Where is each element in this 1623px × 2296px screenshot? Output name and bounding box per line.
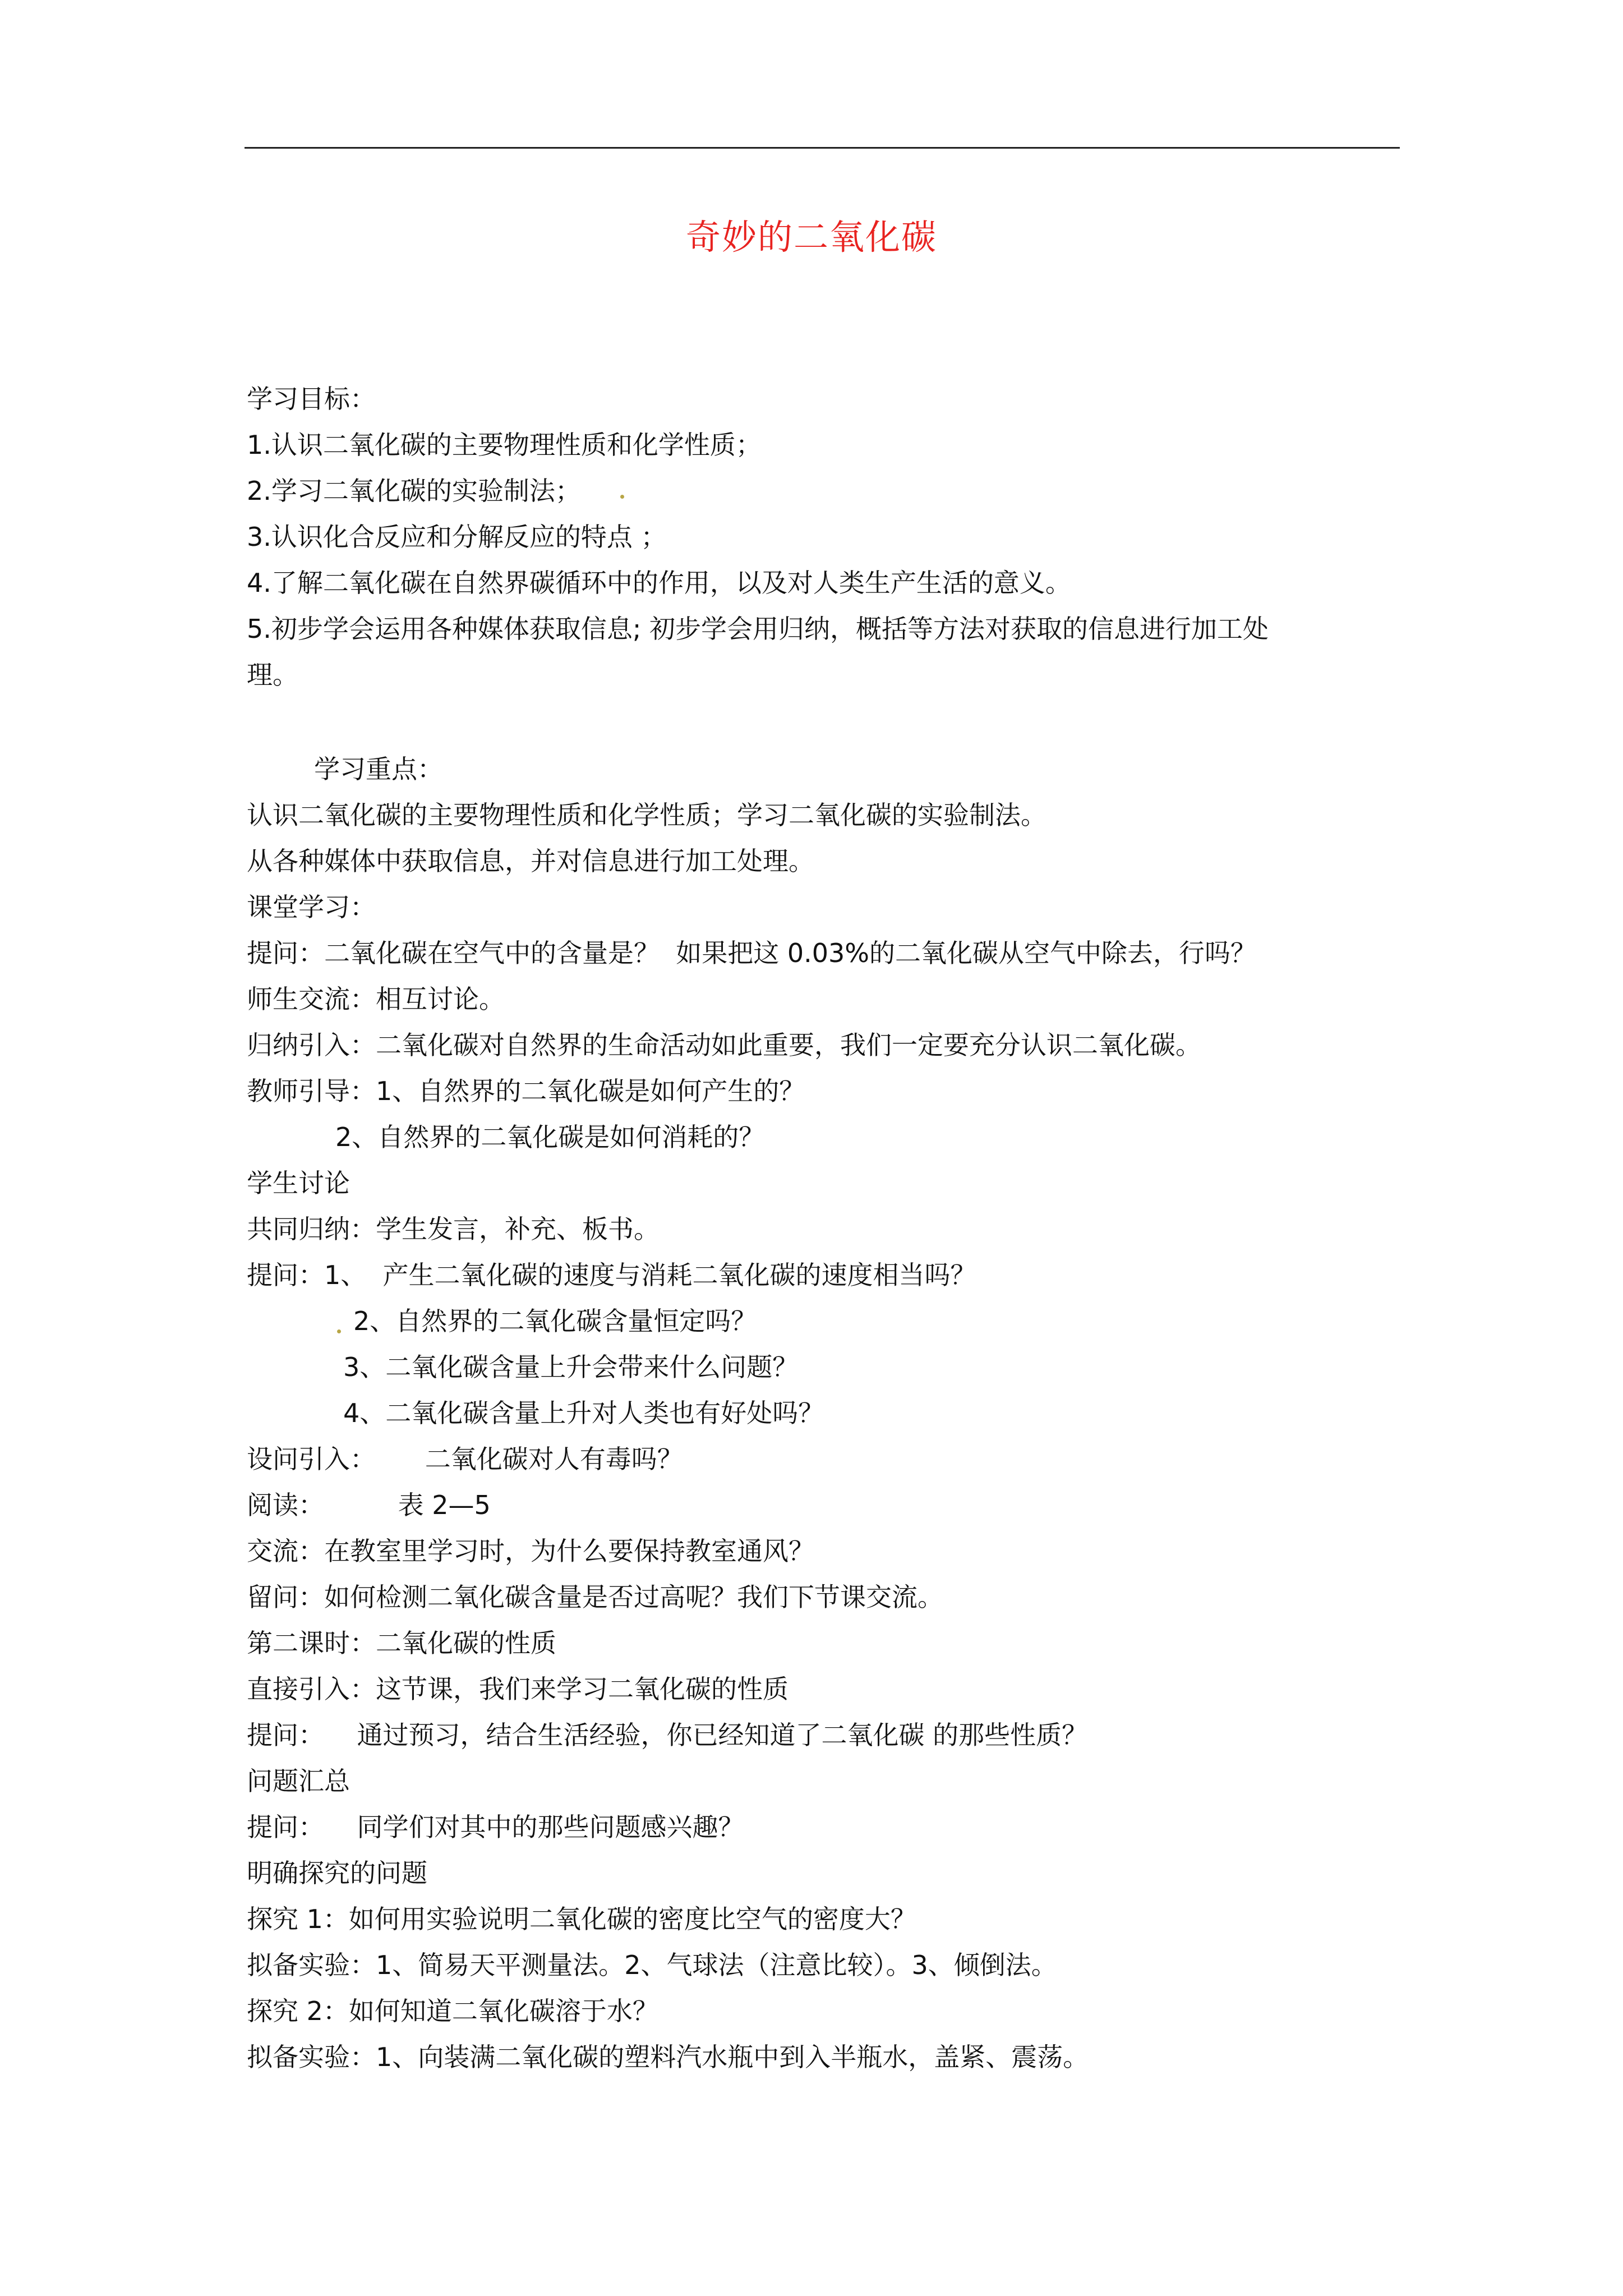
objective-item: 4.了解二氧化碳在自然界碳循环中的作用，以及对人类生产生活的意义。 <box>247 568 1071 598</box>
lesson-line: 直接引入：这节课，我们来学习二氧化碳的性质 <box>247 1674 789 1704</box>
lesson-line: 共同归纳：学生发言，补充、板书。 <box>247 1214 660 1244</box>
lesson-line: 明确探究的问题 <box>247 1858 427 1888</box>
lesson-line: 教师引导：1、自然界的二氧化碳是如何产生的？ <box>247 1076 805 1106</box>
lesson-line: 拟备实验：1、简易天平测量法。2、气球法（注意比较）。3、倾倒法。 <box>247 1950 1057 1980</box>
lesson-line: 交流：在教室里学习时，为什么要保持教室通风？ <box>247 1536 814 1566</box>
key-point: 从各种媒体中获取信息，并对信息进行加工处理。 <box>247 846 814 876</box>
lesson-line: 探究 2：如何知道二氧化碳溶于水？ <box>247 1996 658 2026</box>
lesson-line-indented: 3、二氧化碳含量上升会带来什么问题？ <box>343 1352 799 1382</box>
lesson-line: 第二课时：二氧化碳的性质 <box>247 1628 556 1658</box>
lesson-line: 留问：如何检测二氧化碳含量是否过高呢？我们下节课交流。 <box>247 1582 943 1612</box>
lesson-line: 提问： 通过预习，结合生活经验，你已经知道了二氧化碳 的那些性质？ <box>247 1720 1088 1750</box>
key-point: 认识二氧化碳的主要物理性质和化学性质；学习二氧化碳的实验制法。 <box>247 800 1046 830</box>
lesson-line: 提问： 同学们对其中的那些问题感兴趣？ <box>247 1812 744 1842</box>
section-heading-objectives: 学习目标： <box>247 384 376 414</box>
lesson-line: 拟备实验：1、向装满二氧化碳的塑料汽水瓶中到入半瓶水，盖紧、震荡。 <box>247 2042 1089 2072</box>
lesson-line: 问题汇总 <box>247 1766 350 1796</box>
lesson-line: 提问：二氧化碳在空气中的含量是？ 如果把这 0.03%的二氧化碳从空气中除去，行吗？ <box>247 938 1256 968</box>
lesson-line: 设问引入： 二氧化碳对人有毒吗？ <box>247 1444 683 1474</box>
lesson-line: 探究 1：如何用实验说明二氧化碳的密度比空气的密度大？ <box>247 1904 916 1934</box>
document-title: 奇妙的二氧化碳 <box>685 217 937 257</box>
lesson-line: 阅读： 表 2—5 <box>247 1490 491 1520</box>
lesson-line-indented: 2、自然界的二氧化碳含量恒定吗？ <box>353 1306 757 1336</box>
section-heading-key-points: 学习重点： <box>314 754 443 784</box>
scan-dot <box>337 1329 341 1333</box>
lesson-line: 学生讨论 <box>247 1168 350 1198</box>
objective-item-continuation: 理。 <box>247 660 298 690</box>
header-rule <box>245 147 1400 149</box>
lesson-line-indented: 2、自然界的二氧化碳是如何消耗的？ <box>335 1122 765 1152</box>
lesson-line-indented: 4、二氧化碳含量上升对人类也有好处吗？ <box>343 1398 824 1428</box>
objective-item: 3.认识化合反应和分解反应的特点 ； <box>247 522 667 552</box>
objective-item: 2.学习二氧化碳的实验制法； <box>247 476 581 506</box>
scan-dot <box>620 495 624 499</box>
lesson-line: 师生交流：相互讨论。 <box>247 984 505 1014</box>
section-heading-classroom: 课堂学习： <box>247 892 376 922</box>
objective-item: 1.认识二氧化碳的主要物理性质和化学性质； <box>247 430 762 460</box>
lesson-line: 提问：1、 产生二氧化碳的速度与消耗二氧化碳的速度相当吗？ <box>247 1260 976 1290</box>
lesson-line: 归纳引入：二氧化碳对自然界的生命活动如此重要，我们一定要充分认识二氧化碳。 <box>247 1030 1201 1060</box>
objective-item: 5.初步学会运用各种媒体获取信息; 初步学会用归纳，概括等方法对获取的信息进行加工处 <box>247 614 1269 644</box>
